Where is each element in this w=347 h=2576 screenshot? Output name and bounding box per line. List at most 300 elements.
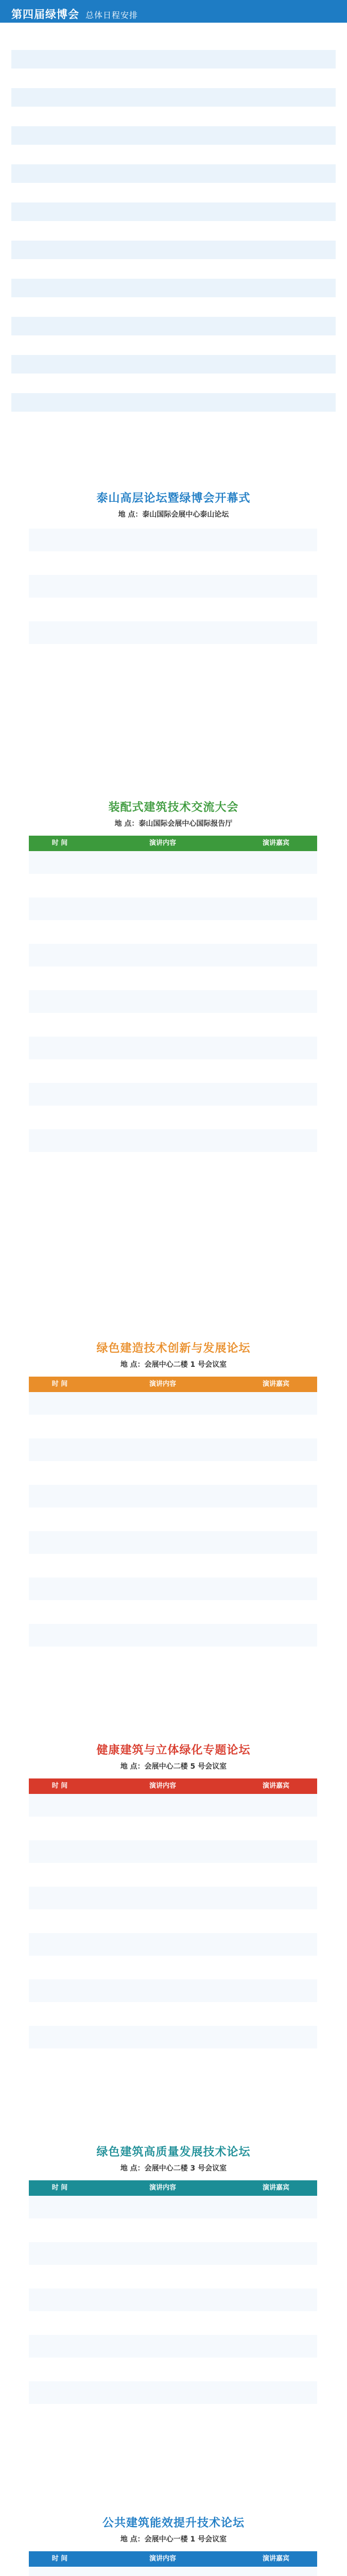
- s3-speaker-cell: [229, 1840, 317, 1863]
- s4-content-cell: [91, 2242, 229, 2265]
- overview-time-cell: [42, 183, 85, 202]
- forum-prefab-section: [0, 788, 347, 1303]
- overview-host-cell: [247, 126, 336, 145]
- overview-host-cell: [247, 317, 336, 335]
- s2-speaker-cell: [229, 1485, 317, 1507]
- overview-host-cell: [247, 393, 336, 412]
- overview-date-cell: [11, 222, 42, 240]
- overview-time-cell: [42, 355, 85, 374]
- s3-time-cell: [29, 1956, 91, 1979]
- overview-content-cell: [85, 31, 247, 49]
- overview-content-cell: [85, 412, 247, 431]
- s1-speaker-cell: [229, 1013, 317, 1036]
- s5-row: [29, 2567, 317, 2576]
- forum-quality-title: 绿色建筑高质量发展技术论坛: [96, 2145, 251, 2159]
- overview-content-cell: [85, 183, 247, 202]
- overview-date-cell: [11, 317, 42, 335]
- overview-host-cell: [247, 164, 336, 183]
- s4-row: [29, 2335, 317, 2358]
- overview-host-cell: [247, 107, 336, 126]
- overview-row: [11, 393, 336, 412]
- s1-time-cell: [29, 944, 91, 967]
- s1-row: [29, 851, 317, 874]
- overview-row: [11, 183, 336, 202]
- overview-row: [11, 298, 336, 317]
- overview-host-cell: [247, 202, 336, 221]
- overview-time-cell: [42, 69, 85, 88]
- s5-header-cell: 演讲嘉宾: [262, 2555, 289, 2563]
- s2-time-cell: [29, 1578, 91, 1600]
- overview-host-cell: [247, 88, 336, 107]
- forum-energy-table: [29, 2551, 317, 2576]
- overview-row: [11, 107, 336, 126]
- s4-speaker-cell: [229, 2335, 317, 2358]
- opening-content-cell: [91, 552, 229, 574]
- s4-row: [29, 2265, 317, 2289]
- overview-content-cell: [85, 88, 247, 107]
- s5-header-cell: 演讲内容: [149, 2555, 176, 2563]
- s3-time-cell: [29, 1910, 91, 1933]
- overview-time-cell: [42, 107, 85, 126]
- s4-time-cell: [29, 2381, 91, 2404]
- s1-row: [29, 990, 317, 1013]
- s4-time-cell: [29, 2358, 91, 2381]
- s4-header-cell: 时 间: [51, 2184, 68, 2192]
- overview-date-cell: [11, 241, 42, 259]
- s4-row: [29, 2404, 317, 2428]
- s4-speaker-cell: [229, 2404, 317, 2427]
- s1-row: [29, 874, 317, 897]
- s3-row: [29, 1979, 317, 2003]
- s3-speaker-cell: [229, 1863, 317, 1886]
- s2-time-cell: [29, 1554, 91, 1577]
- s2-content-cell: [91, 1531, 229, 1554]
- s1-content-cell: [91, 874, 229, 897]
- s3-speaker-cell: [229, 2049, 317, 2072]
- s1-content-cell: [91, 944, 229, 967]
- s4-speaker-cell: [229, 2289, 317, 2311]
- forum-energy-title: 公共建筑能效提升技术论坛: [102, 2516, 245, 2530]
- s1-header-cell: 演讲嘉宾: [262, 839, 289, 847]
- forum-green-build-section: [0, 1329, 347, 1721]
- overview-date-cell: [11, 107, 42, 126]
- forum-prefab-table: [29, 836, 317, 1153]
- s1-content-cell: [91, 921, 229, 943]
- s2-time-cell: [29, 1415, 91, 1438]
- overview-date-cell: [11, 260, 42, 278]
- s5-table-header: [29, 2551, 317, 2567]
- s2-row: [29, 1531, 317, 1554]
- s2-row: [29, 1508, 317, 1531]
- s2-time-cell: [29, 1438, 91, 1461]
- s3-row: [29, 1910, 317, 1933]
- opening-title: 泰山高层论坛暨绿博会开幕式: [96, 492, 251, 505]
- overview-host-cell: [247, 412, 336, 431]
- overview-date-cell: [11, 69, 42, 88]
- overview-date-cell: [11, 50, 42, 69]
- s1-row: [29, 897, 317, 921]
- s1-row: [29, 967, 317, 990]
- overview-date-cell: [11, 336, 42, 354]
- overview-date-cell: [11, 374, 42, 393]
- overview-date-cell: [11, 298, 42, 316]
- s1-time-cell: [29, 1037, 91, 1059]
- s3-speaker-cell: [229, 2026, 317, 2048]
- s2-row: [29, 1462, 317, 1485]
- s2-row: [29, 1578, 317, 1601]
- s1-content-cell: [91, 1083, 229, 1106]
- opening-speaker-cell: [229, 575, 317, 598]
- s1-speaker-cell: [229, 1037, 317, 1059]
- s2-time-cell: [29, 1462, 91, 1484]
- s2-content-cell: [91, 1554, 229, 1577]
- opening-time-cell: [29, 621, 91, 644]
- overview-content-cell: [85, 279, 247, 297]
- s3-row: [29, 1863, 317, 1887]
- overview-row: [11, 412, 336, 431]
- s3-content-cell: [91, 2049, 229, 2072]
- s3-content-cell: [91, 1794, 229, 1817]
- s1-speaker-cell: [229, 897, 317, 920]
- s3-row: [29, 1933, 317, 1956]
- s2-content-cell: [91, 1462, 229, 1484]
- s4-table-header: [29, 2180, 317, 2196]
- s4-content-cell: [91, 2219, 229, 2242]
- s1-time-cell: [29, 851, 91, 874]
- s2-speaker-cell: [229, 1438, 317, 1461]
- s2-content-cell: [91, 1624, 229, 1647]
- overview-date-cell: [11, 183, 42, 202]
- opening-row: [29, 621, 317, 645]
- forum-health-section: [0, 1731, 347, 2123]
- s2-speaker-cell: [229, 1392, 317, 1415]
- s3-row: [29, 2003, 317, 2026]
- s1-speaker-cell: [229, 874, 317, 897]
- overview-content-cell: [85, 241, 247, 259]
- s3-content-cell: [91, 2026, 229, 2048]
- s4-speaker-cell: [229, 2219, 317, 2242]
- s3-row: [29, 1956, 317, 1979]
- overview-date-cell: [11, 164, 42, 183]
- s3-content-cell: [91, 1979, 229, 2002]
- s4-header-cell: 演讲嘉宾: [262, 2184, 289, 2192]
- s3-row: [29, 2026, 317, 2049]
- s1-content-cell: [91, 990, 229, 1013]
- overview-content-cell: [85, 50, 247, 69]
- opening-subtitle: 地 点：泰山国际会展中心泰山论坛: [118, 511, 229, 519]
- s3-content-cell: [91, 1817, 229, 1840]
- s3-content-cell: [91, 2003, 229, 2025]
- s1-time-cell: [29, 1013, 91, 1036]
- s4-time-cell: [29, 2196, 91, 2218]
- s3-speaker-cell: [229, 2003, 317, 2025]
- forum-health-table: [29, 1778, 317, 2072]
- s3-header-cell: 时 间: [51, 1782, 68, 1790]
- overview-row: [11, 31, 336, 50]
- s4-time-cell: [29, 2219, 91, 2242]
- overview-content-cell: [85, 202, 247, 221]
- s5-speaker-cell: [229, 2567, 317, 2576]
- forum-green-build-subtitle: 地 点：会展中心二楼 1 号会议室: [120, 1361, 227, 1369]
- s5-content-cell: [91, 2567, 229, 2576]
- forum-green-build-table: [29, 1377, 317, 1647]
- s3-time-cell: [29, 2026, 91, 2048]
- s1-time-cell: [29, 1129, 91, 1152]
- s4-time-cell: [29, 2335, 91, 2358]
- opening-time-cell: [29, 645, 91, 667]
- overview-title-text: 第四届绿博会: [11, 8, 79, 21]
- s3-header-cell: 演讲内容: [149, 1782, 176, 1790]
- s4-content-cell: [91, 2289, 229, 2311]
- s2-time-cell: [29, 1624, 91, 1647]
- s1-speaker-cell: [229, 851, 317, 874]
- overview-content-cell: [85, 298, 247, 316]
- s4-speaker-cell: [229, 2381, 317, 2404]
- overview-host-cell: [247, 374, 336, 393]
- s1-time-cell: [29, 1060, 91, 1082]
- s5-header-cell: 时 间: [51, 2555, 68, 2563]
- s1-row: [29, 1013, 317, 1037]
- s2-time-cell: [29, 1485, 91, 1507]
- forum-health-title: 健康建筑与立体绿化专题论坛: [96, 1743, 251, 1757]
- overview-content-cell: [85, 260, 247, 278]
- overview-time-cell: [42, 164, 85, 183]
- s4-row: [29, 2358, 317, 2381]
- s1-row: [29, 944, 317, 967]
- s2-row: [29, 1601, 317, 1624]
- overview-content-cell: [85, 69, 247, 88]
- overview-host-cell: [247, 222, 336, 240]
- s1-time-cell: [29, 1083, 91, 1106]
- overview-content-cell: [85, 355, 247, 374]
- overview-time-cell: [42, 279, 85, 297]
- overview-time-cell: [42, 88, 85, 107]
- s1-time-cell: [29, 1106, 91, 1129]
- s4-row: [29, 2219, 317, 2242]
- s3-table-header: [29, 1778, 317, 1794]
- overview-title: [11, 6, 138, 22]
- forum-health-subtitle: 地 点：会展中心二楼 5 号会议室: [120, 1762, 227, 1771]
- s3-speaker-cell: [229, 1794, 317, 1817]
- s2-row: [29, 1485, 317, 1508]
- s2-content-cell: [91, 1438, 229, 1461]
- overview-row: [11, 202, 336, 222]
- overview-row: [11, 355, 336, 374]
- overview-time-cell: [42, 202, 85, 221]
- s4-speaker-cell: [229, 2265, 317, 2288]
- opening-content-cell: [91, 598, 229, 621]
- s2-content-cell: [91, 1415, 229, 1438]
- overview-host-cell: [247, 241, 336, 259]
- s1-time-cell: [29, 967, 91, 990]
- s3-time-cell: [29, 2003, 91, 2025]
- s3-time-cell: [29, 1840, 91, 1863]
- s3-content-cell: [91, 1933, 229, 1956]
- s1-content-cell: [91, 1037, 229, 1059]
- opening-content-cell: [91, 575, 229, 598]
- s4-time-cell: [29, 2404, 91, 2427]
- s4-content-cell: [91, 2404, 229, 2427]
- overview-content-cell: [85, 222, 247, 240]
- s4-content-cell: [91, 2335, 229, 2358]
- s5-time-cell: [29, 2567, 91, 2576]
- s4-time-cell: [29, 2289, 91, 2311]
- overview-table: [11, 31, 336, 431]
- s4-time-cell: [29, 2312, 91, 2334]
- s3-header-cell: 演讲嘉宾: [262, 1782, 289, 1790]
- s3-content-cell: [91, 1956, 229, 1979]
- overview-row: [11, 317, 336, 336]
- overview-time-cell: [42, 50, 85, 69]
- opening-speaker-cell: [229, 621, 317, 644]
- overview-row: [11, 336, 336, 355]
- opening-row: [29, 598, 317, 621]
- s1-row: [29, 921, 317, 944]
- opening-time-cell: [29, 529, 91, 551]
- overview-time-cell: [42, 31, 85, 49]
- opening-section: [0, 479, 347, 768]
- s2-time-cell: [29, 1508, 91, 1531]
- s3-row: [29, 2049, 317, 2072]
- overview-host-cell: [247, 145, 336, 164]
- s4-content-cell: [91, 2358, 229, 2381]
- overview-time-cell: [42, 374, 85, 393]
- s2-speaker-cell: [229, 1578, 317, 1600]
- overview-date-cell: [11, 202, 42, 221]
- overview-content-cell: [85, 317, 247, 335]
- s1-speaker-cell: [229, 1129, 317, 1152]
- s3-speaker-cell: [229, 1817, 317, 1840]
- s4-row: [29, 2289, 317, 2312]
- s2-speaker-cell: [229, 1554, 317, 1577]
- forum-prefab-title: 装配式建筑技术交流大会: [108, 801, 239, 814]
- s4-content-cell: [91, 2381, 229, 2404]
- s1-content-cell: [91, 1013, 229, 1036]
- s3-time-cell: [29, 1863, 91, 1886]
- s1-speaker-cell: [229, 1060, 317, 1082]
- forum-quality-subtitle: 地 点：会展中心二楼 3 号会议室: [120, 2164, 227, 2173]
- s1-time-cell: [29, 897, 91, 920]
- s1-speaker-cell: [229, 921, 317, 943]
- s3-speaker-cell: [229, 1933, 317, 1956]
- opening-speaker-cell: [229, 529, 317, 551]
- forum-energy-subtitle: 地 点：会展中心一楼 1 号会议室: [120, 2535, 227, 2544]
- s1-speaker-cell: [229, 1106, 317, 1129]
- opening-row: [29, 529, 317, 552]
- overview-row: [11, 241, 336, 260]
- s2-speaker-cell: [229, 1508, 317, 1531]
- overview-host-cell: [247, 183, 336, 202]
- s3-speaker-cell: [229, 1979, 317, 2002]
- s2-speaker-cell: [229, 1601, 317, 1623]
- overview-content-cell: [85, 145, 247, 164]
- s2-speaker-cell: [229, 1462, 317, 1484]
- overview-time-cell: [42, 317, 85, 335]
- overview-row: [11, 279, 336, 298]
- s2-row: [29, 1392, 317, 1415]
- s2-header-cell: 时 间: [51, 1380, 68, 1388]
- s1-row: [29, 1037, 317, 1060]
- overview-host-cell: [247, 69, 336, 88]
- overview-time-cell: [42, 412, 85, 431]
- overview-time-cell: [42, 336, 85, 354]
- overview-date-cell: [11, 393, 42, 412]
- overview-host-cell: [247, 355, 336, 374]
- overview-date-cell: [11, 355, 42, 374]
- forum-quality-table: [29, 2180, 317, 2428]
- overview-content-cell: [85, 107, 247, 126]
- overview-host-cell: [247, 31, 336, 49]
- overview-time-cell: [42, 145, 85, 164]
- opening-time-cell: [29, 552, 91, 574]
- s4-time-cell: [29, 2265, 91, 2288]
- overview-time-cell: [42, 222, 85, 240]
- s2-speaker-cell: [229, 1624, 317, 1647]
- s3-row: [29, 1794, 317, 1817]
- s2-row: [29, 1624, 317, 1647]
- s4-content-cell: [91, 2196, 229, 2218]
- s4-speaker-cell: [229, 2312, 317, 2334]
- s4-speaker-cell: [229, 2358, 317, 2381]
- s2-content-cell: [91, 1578, 229, 1600]
- s2-time-cell: [29, 1601, 91, 1623]
- s1-content-cell: [91, 967, 229, 990]
- s2-row: [29, 1554, 317, 1578]
- s1-content-cell: [91, 1129, 229, 1152]
- s1-time-cell: [29, 990, 91, 1013]
- opening-speaker-cell: [229, 645, 317, 667]
- s1-speaker-cell: [229, 967, 317, 990]
- s4-row: [29, 2381, 317, 2404]
- s3-speaker-cell: [229, 1887, 317, 1909]
- s4-content-cell: [91, 2265, 229, 2288]
- overview-row: [11, 260, 336, 279]
- forum-quality-section: [0, 2133, 347, 2494]
- overview-date-cell: [11, 31, 42, 49]
- overview-subtitle: 总体日程安排: [85, 10, 138, 20]
- s2-row: [29, 1415, 317, 1438]
- overview-host-cell: [247, 298, 336, 316]
- s3-content-cell: [91, 1840, 229, 1863]
- opening-content-cell: [91, 621, 229, 644]
- overview-date-cell: [11, 279, 42, 297]
- s3-row: [29, 1840, 317, 1863]
- overview-host-cell: [247, 50, 336, 69]
- overview-row: [11, 164, 336, 183]
- opening-table: [29, 529, 317, 668]
- s1-row: [29, 1083, 317, 1106]
- opening-speaker-cell: [229, 552, 317, 574]
- s1-header-cell: 演讲内容: [149, 839, 176, 847]
- opening-time-cell: [29, 598, 91, 621]
- overview-row: [11, 69, 336, 88]
- overview-host-cell: [247, 336, 336, 354]
- overview-content-cell: [85, 374, 247, 393]
- s2-content-cell: [91, 1508, 229, 1531]
- s3-time-cell: [29, 1887, 91, 1909]
- overview-time-cell: [42, 298, 85, 316]
- s1-row: [29, 1129, 317, 1153]
- s1-content-cell: [91, 851, 229, 874]
- overview-content-cell: [85, 164, 247, 183]
- s4-content-cell: [91, 2312, 229, 2334]
- s1-speaker-cell: [229, 944, 317, 967]
- s3-speaker-cell: [229, 1910, 317, 1933]
- s2-content-cell: [91, 1485, 229, 1507]
- s3-speaker-cell: [229, 1956, 317, 1979]
- overview-host-cell: [247, 279, 336, 297]
- s1-speaker-cell: [229, 990, 317, 1013]
